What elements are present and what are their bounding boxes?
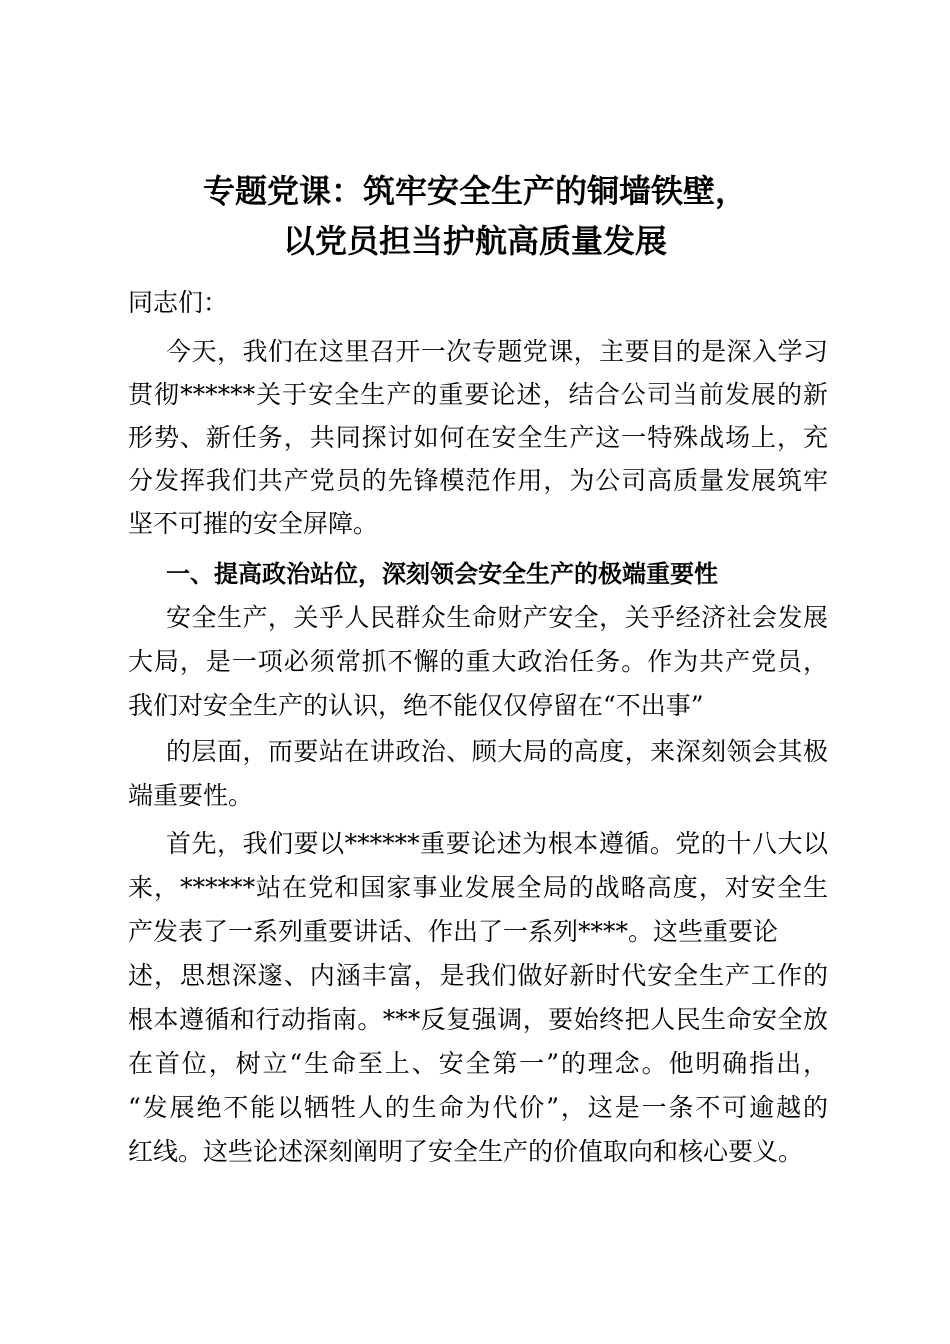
- paragraph-4-line-2: 来，******站在党和国家事业发展全局的战略高度，对安全生: [128, 873, 828, 902]
- paragraph-4-line-6: 在首位，树立“生命至上、安全第一”的理念。他明确指出，: [128, 1049, 828, 1078]
- paragraph-4-line-1: 首先，我们要以******重要论述为根本遵循。党的十八大以: [166, 829, 828, 858]
- paragraph-3-line-1: 的层面，而要站在讲政治、顾大局的高度，来深刻领会其极: [166, 737, 828, 766]
- paragraph-1-line-2: 贯彻******关于安全生产的重要论述，结合公司当前发展的新: [128, 380, 828, 409]
- salutation: 同志们：: [128, 288, 229, 317]
- paragraph-4-line-4: 述，思想深邃、内涵丰富，是我们做好新时代安全生产工作的: [128, 961, 828, 990]
- paragraph-1-line-4: 分发挥我们共产党员的先锋模范作用，为公司高质量发展筑牢: [128, 466, 828, 495]
- paragraph-3-line-2: 端重要性。: [128, 781, 254, 810]
- paragraph-1-line-3: 形势、新任务，共同探讨如何在安全生产这一特殊战场上，充: [128, 423, 828, 452]
- paragraph-2-line-3: 我们对安全生产的认识，绝不能仅仅停留在“不出事”: [128, 691, 704, 720]
- section-1-heading: 一、提高政治站位，深刻领会安全生产的极端重要性: [166, 559, 718, 588]
- paragraph-1-line-5: 坚不可摧的安全屏障。: [128, 509, 379, 538]
- paragraph-4-line-7: “发展绝不能以牺牲人的生命为代价”，这是一条不可逾越的: [128, 1093, 828, 1122]
- paragraph-1-line-1: 今天，我们在这里召开一次专题党课，主要目的是深入学习: [166, 337, 828, 366]
- paragraph-2-line-2: 大局，是一项必须常抓不懈的重大政治任务。作为共产党员，: [128, 647, 828, 676]
- document-title-line-1: 专题党课：筑牢安全生产的铜墙铁壁，: [202, 172, 747, 210]
- paragraph-2-line-1: 安全生产，关乎人民群众生命财产安全，关乎经济社会发展: [166, 603, 828, 632]
- paragraph-4-line-8: 红线。这些论述深刻阐明了安全生产的价值取向和核心要义。: [128, 1137, 804, 1166]
- paragraph-4-line-5: 根本遵循和行动指南。***反复强调，要始终把人民生命安全放: [128, 1005, 828, 1034]
- document-title-line-2: 以党员担当护航高质量发展: [282, 222, 667, 260]
- paragraph-4-line-3: 产发表了一系列重要讲话、作出了一系列****。这些重要论: [128, 917, 779, 946]
